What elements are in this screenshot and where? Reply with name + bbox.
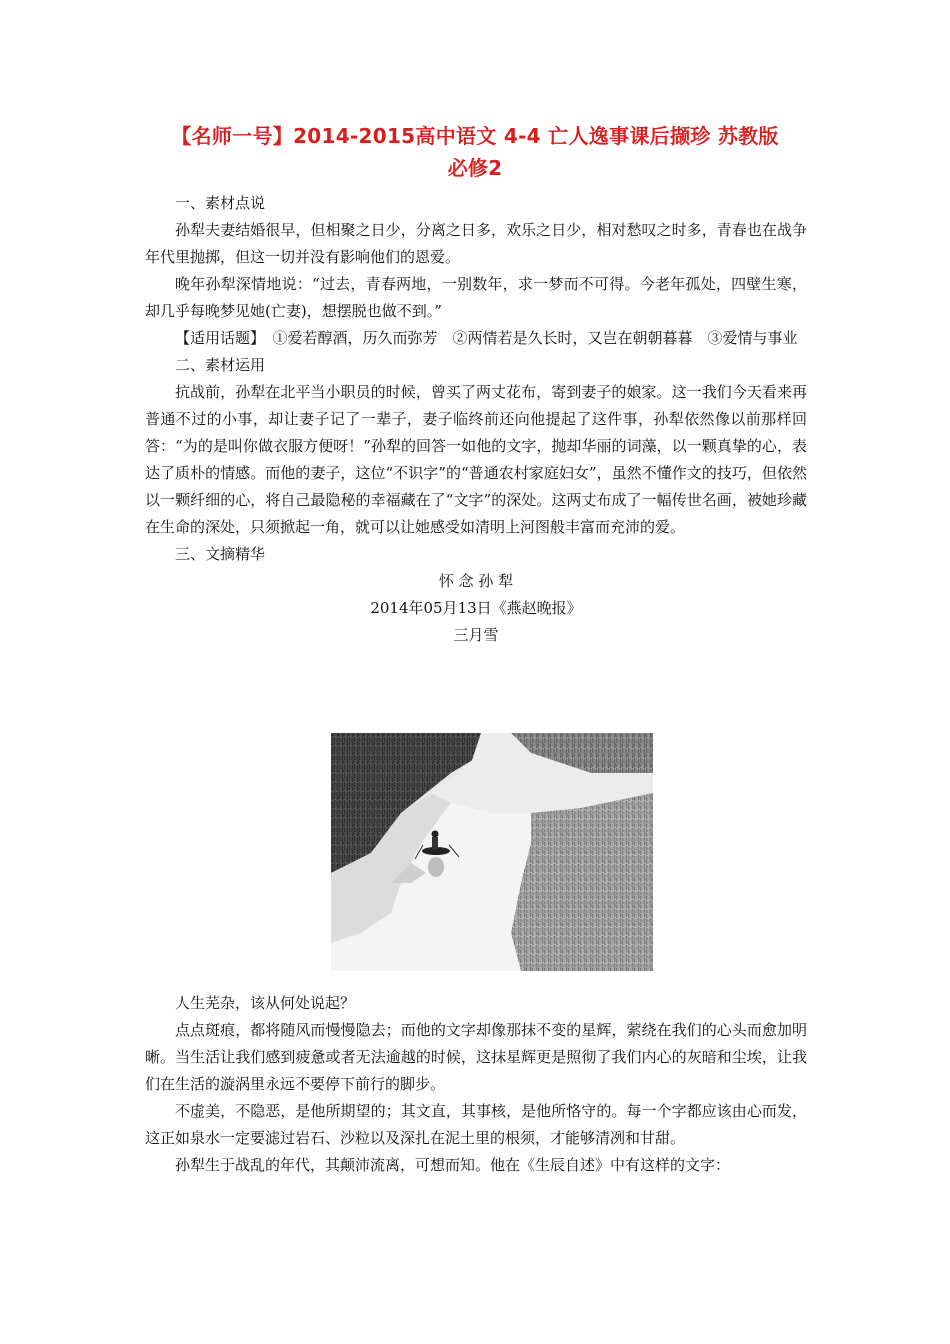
section-heading-3: 三、文摘精华 <box>175 545 266 563</box>
paragraph: 点点斑痕，都将随风而慢慢隐去；而他的文字却像那抹不变的星辉，萦绕在我们的心头而愈加明晰。当生活让我们感到疲惫或者无法逾越的时候，这抹星辉更是照彻了我们内心的灰暗和尘埃，让我们在生活的漩涡里永远不要停下前行的脚步。 <box>145 1021 807 1093</box>
title-line-2: 必修2 <box>447 156 503 180</box>
topics-paragraph: 【适用话题】 ①爱若醇酒，历久而弥芳 ②两情若是久长时，又岂在朝朝暮暮 ③爱情与事业 <box>175 329 798 347</box>
paragraph: 不虚美，不隐恶，是他所期望的；其文直，其事核，是他所恪守的。每一个字都应该由心而发，这正如泉水一定要滤过岩石、沙粒以及深扎在泥土里的根须，才能够清冽和甘甜。 <box>145 1102 807 1147</box>
river-boat-photo <box>331 733 653 971</box>
article-title: 怀 念 孙 犁 <box>438 572 514 590</box>
paragraph: 人生芜杂，该从何处说起？ <box>175 994 356 1012</box>
section-heading-1: 一、素材点说 <box>175 194 266 212</box>
text-block-bottom <box>145 990 807 1179</box>
document-title <box>120 120 830 184</box>
article-source: 2014年05月13日《燕赵晚报》 <box>370 599 582 617</box>
paragraph: 孙犁夫妻结婚很早，但相聚之日少，分离之日多，欢乐之日少，相对愁叹之时多，青春也在战争年代里抛掷，但这一切并没有影响他们的恩爱。 <box>145 221 807 266</box>
paragraph: 抗战前，孙犁在北平当小职员的时候，曾买了两丈花布，寄到妻子的娘家。这一我们今天看来再普通不过的小事，却让妻子记了一辈子，妻子临终前还向他提起了这件事，孙犁依然像以前那样回答：“为的是叫你做衣服方便呀！”孙犁的回答一如他的文字，抛却华丽的词藻，以一颗真挚的心，表达了质朴的情感。而他的妻子，这位“不识字”的“普通农村家庭妇女”，虽然不懂作文的技巧，但依然以一颗纤细的心，将自己最隐秘的幸福藏在了“文字”的深处。这两丈布成了一幅传世名画，被她珍藏在生命的深处，只须掀起一角，就可以让她感受如清明上河图般丰富而充沛的爱。 <box>145 383 807 536</box>
section-heading-2: 二、素材运用 <box>175 356 266 374</box>
photo-illustration <box>331 733 653 971</box>
article-author: 三月雪 <box>453 626 499 644</box>
text-block-top <box>145 190 807 649</box>
title-line-1: 【名师一号】2014-2015高中语文 4-4 亡人逸事课后撷珍 苏教版 <box>171 124 779 148</box>
paragraph: 晚年孙犁深情地说：“过去，青春两地，一别数年，求一梦而不可得。今老年孤处，四壁生寒，却几乎每晚梦见她(亡妻)，想摆脱也做不到。” <box>145 275 807 320</box>
paragraph: 孙犁生于战乱的年代，其颠沛流离，可想而知。他在《生辰自述》中有这样的文字： <box>175 1156 731 1174</box>
